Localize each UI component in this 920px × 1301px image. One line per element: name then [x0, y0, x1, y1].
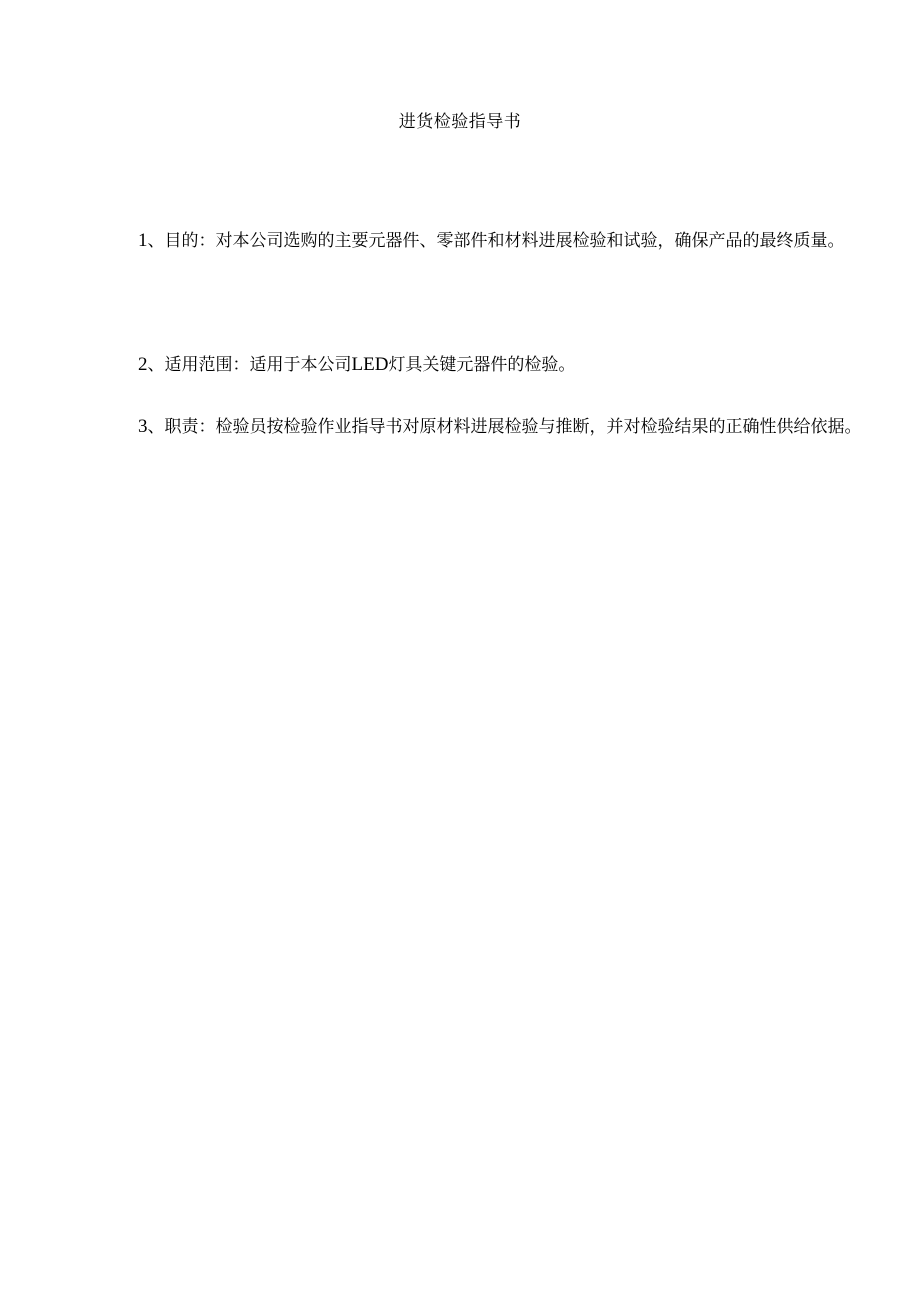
section-text: 、目的：对本公司选购的主要元器件、零部件和材料进展检验和试验，确保产品的最终质量。 [147, 231, 845, 250]
document-title: 进货检验指导书 [398, 112, 522, 131]
led-term: LED [351, 354, 389, 375]
section-purpose [138, 210, 878, 272]
section-scope [138, 334, 878, 396]
section-number: 3 [138, 416, 148, 437]
section-responsibility [138, 396, 878, 458]
section-number: 1 [138, 230, 148, 251]
section-text-continued: 灯具关键元器件的检验。 [388, 355, 576, 374]
section-number: 2 [138, 354, 148, 375]
section-text: 、适用范围：适用于本公司 [147, 355, 352, 374]
section-text: 、职责：检验员按检验作业指导书对原材料进展检验与推断，并对检验结果的正确性供给依据。 [147, 417, 862, 436]
